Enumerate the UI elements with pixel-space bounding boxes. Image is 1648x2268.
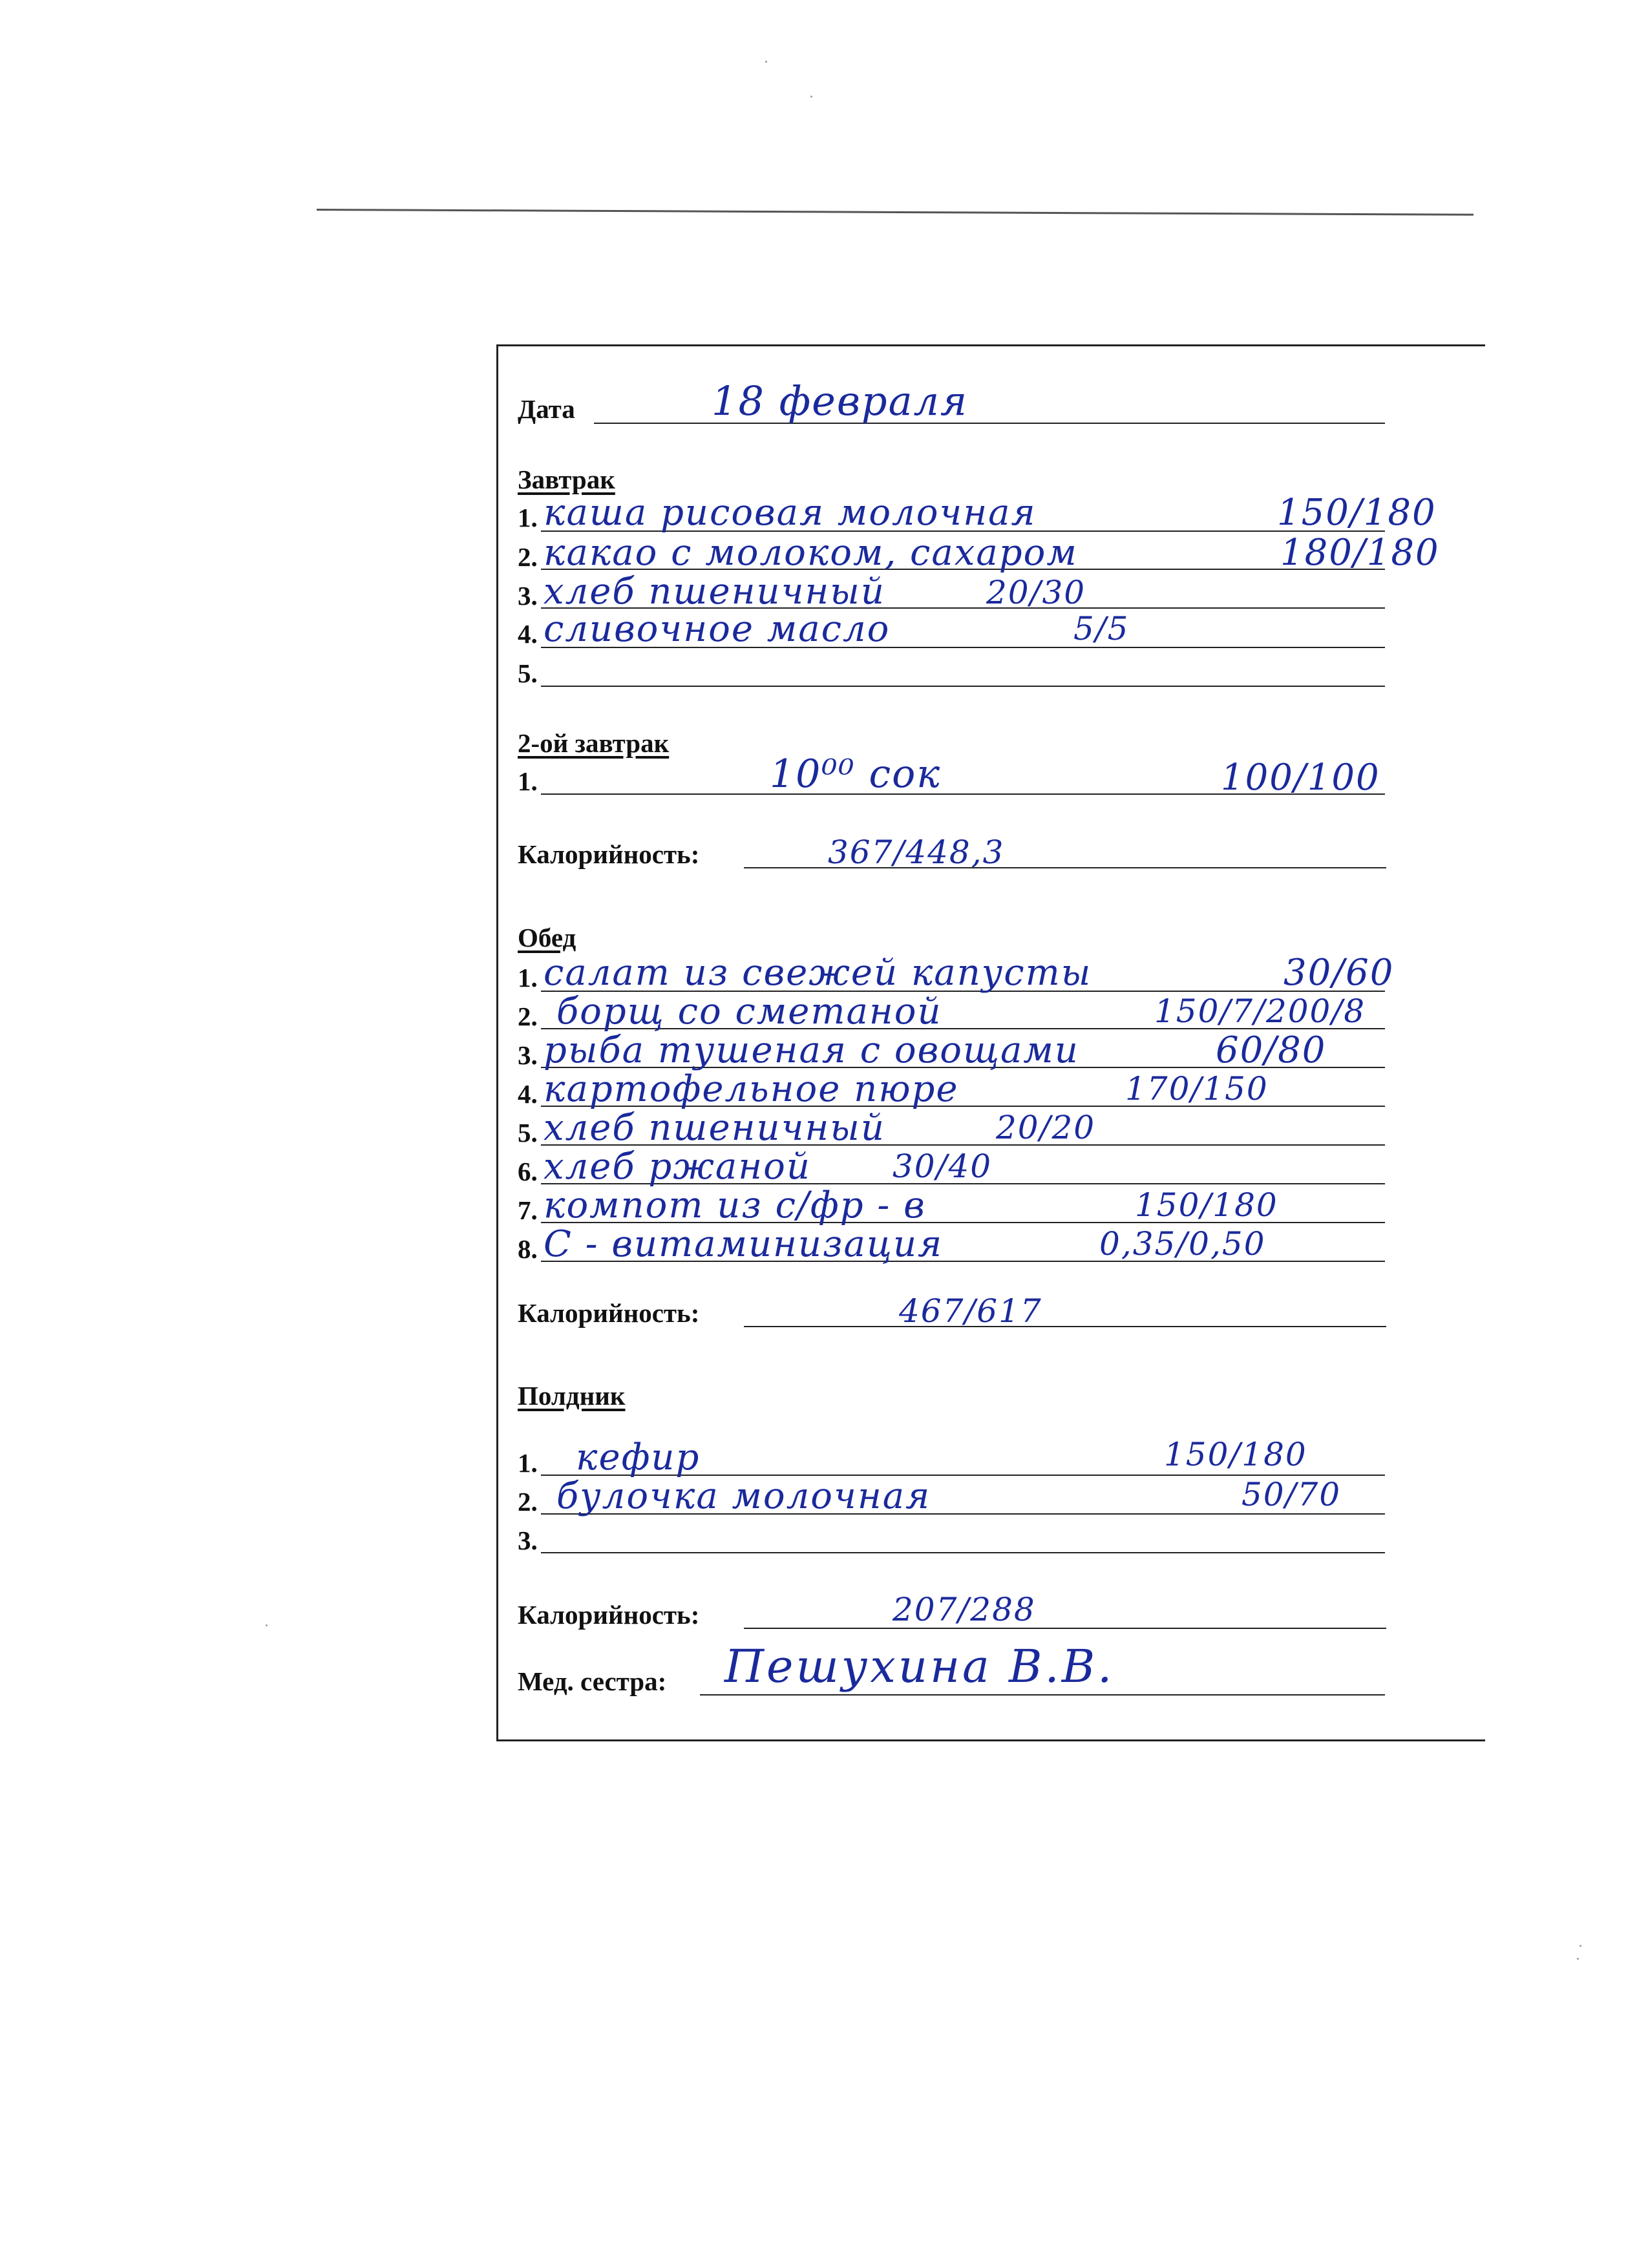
breakfast-item-2-dish: какао с молоком, сахаром: [544, 532, 1078, 574]
snack-calories-label: Калорийность:: [518, 1600, 700, 1630]
breakfast-item-4-dish: сливочное масло: [544, 608, 891, 650]
breakfast-item-1-portion: 150/180: [1277, 492, 1437, 534]
lunch-item-4-dish: картофельное пюре: [544, 1068, 959, 1110]
lunch-item-4-portion: 170/150: [1125, 1070, 1269, 1108]
lunch-item-7-portion: 150/180: [1135, 1186, 1278, 1224]
second-breakfast-item-1-number: 1.: [518, 766, 538, 796]
lunch-item-1-dish: салат из свежей капусты: [544, 952, 1092, 994]
lunch-calories-rule: [744, 1326, 1386, 1327]
lunch-item-7-dish: компот из с/фр - в: [544, 1184, 926, 1226]
lunch-item-7-number: 7.: [518, 1195, 538, 1225]
lunch-calories-label: Калорийность:: [518, 1298, 700, 1328]
nurse-rule: [700, 1694, 1385, 1696]
breakfast-item-4-portion: 5/5: [1073, 610, 1130, 647]
snack-item-1-number: 1.: [518, 1448, 538, 1478]
date-value: 18 февраля: [712, 377, 969, 425]
snack-item-2-dish: булочка молочная: [556, 1475, 931, 1517]
second-breakfast-item-1-dish: 10⁰⁰ сок: [770, 751, 942, 797]
lunch-item-3-portion: 60/80: [1216, 1029, 1327, 1071]
scan-speck: [765, 61, 767, 63]
snack-item-2-number: 2.: [518, 1487, 538, 1517]
lunch-item-3-dish: рыба тушеная с овощами: [544, 1029, 1079, 1071]
breakfast-item-1-dish: каша рисовая молочная: [544, 492, 1037, 534]
lunch-item-3-number: 3.: [518, 1040, 538, 1070]
scan-speck: [1577, 1958, 1579, 1960]
breakfast-calories-value: 367/448,3: [828, 834, 1005, 871]
lunch-item-5-number: 5.: [518, 1118, 538, 1148]
breakfast-heading: Завтрак: [518, 465, 615, 494]
lunch-item-4-number: 4.: [518, 1079, 538, 1109]
breakfast-calories-label: Калорийность:: [518, 839, 700, 869]
lunch-item-6-dish: хлеб ржаной: [544, 1146, 811, 1188]
snack-item-3-rule: [541, 1552, 1385, 1553]
lunch-calories-value: 467/617: [899, 1292, 1042, 1330]
lunch-item-1-portion: 30/60: [1284, 952, 1395, 994]
lunch-item-6-portion: 30/40: [893, 1148, 993, 1185]
breakfast-item-3-dish: хлеб пшеничный: [544, 571, 885, 613]
snack-heading: Полдник: [518, 1381, 626, 1411]
nurse-signature: Пешухина В.В.: [724, 1640, 1115, 1693]
scan-speck: [810, 96, 812, 98]
lunch-item-2-portion: 150/7/200/8: [1154, 992, 1366, 1030]
scan-speck: [266, 1624, 268, 1626]
breakfast-item-4-number: 4.: [518, 619, 538, 649]
lunch-heading: Обед: [518, 923, 576, 952]
breakfast-item-3-portion: 20/30: [986, 574, 1086, 611]
breakfast-item-5-number: 5.: [518, 658, 538, 688]
lunch-item-2-dish: борщ со сметаной: [556, 991, 942, 1033]
second-breakfast-heading: 2-ой завтрак: [518, 728, 670, 758]
snack-calories-rule: [744, 1628, 1386, 1629]
lunch-item-2-number: 2.: [518, 1002, 538, 1031]
lunch-item-6-number: 6.: [518, 1157, 538, 1186]
scan-edge-line: [317, 209, 1474, 216]
snack-calories-value: 207/288: [893, 1591, 1036, 1628]
lunch-item-8-dish: С - витаминизация: [544, 1223, 944, 1265]
nutrition-form: [496, 344, 1485, 1741]
lunch-item-8-number: 8.: [518, 1234, 538, 1264]
lunch-item-5-portion: 20/20: [996, 1109, 1096, 1146]
breakfast-item-1-number: 1.: [518, 503, 538, 532]
date-label: Дата: [518, 394, 575, 424]
nurse-label: Мед. сестра:: [518, 1666, 667, 1696]
scan-speck: [1579, 1945, 1581, 1947]
snack-item-1-dish: кефир: [576, 1436, 701, 1478]
snack-item-3-number: 3.: [518, 1526, 538, 1555]
lunch-item-8-portion: 0,35/0,50: [1099, 1225, 1266, 1263]
lunch-item-1-number: 1.: [518, 963, 538, 992]
breakfast-item-2-portion: 180/180: [1280, 532, 1440, 574]
lunch-item-5-dish: хлеб пшеничный: [544, 1107, 885, 1149]
breakfast-item-5-rule: [541, 686, 1385, 687]
snack-item-2-portion: 50/70: [1241, 1476, 1342, 1513]
second-breakfast-item-1-portion: 100/100: [1221, 757, 1380, 799]
breakfast-item-3-number: 3.: [518, 581, 538, 611]
snack-item-1-portion: 150/180: [1164, 1436, 1307, 1473]
breakfast-item-2-number: 2.: [518, 542, 538, 572]
